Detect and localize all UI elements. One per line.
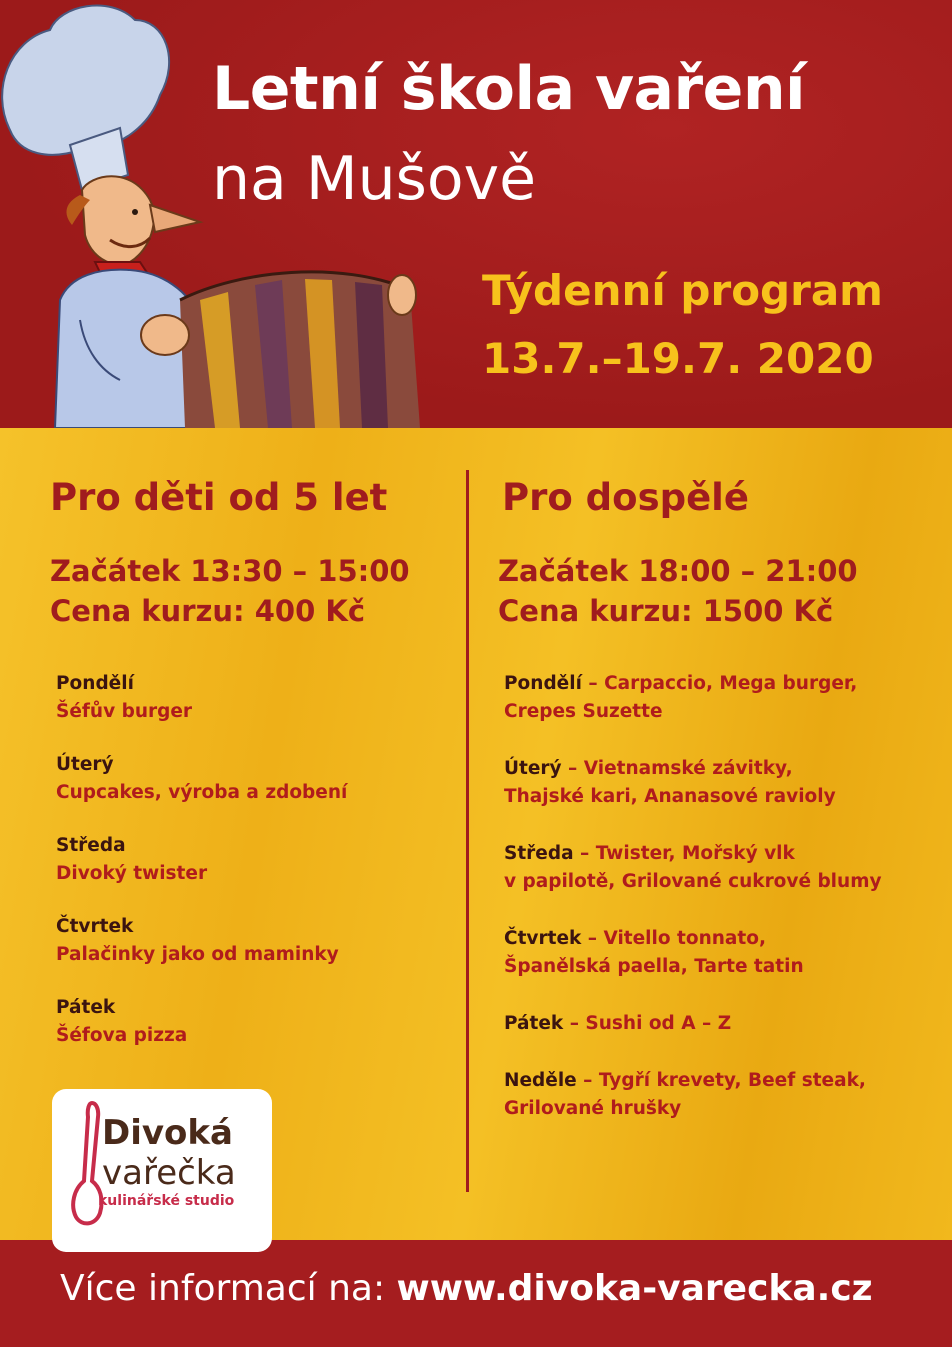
day-name: Úterý (56, 754, 114, 775)
day-name: Pátek (504, 1013, 564, 1034)
day-meal-cont: Španělská paella, Tarte tatin (504, 956, 804, 977)
kids-day-monday (56, 670, 192, 726)
day-separator: – (581, 673, 605, 694)
footer-url[interactable]: www.divoka-varecka.cz (396, 1268, 873, 1309)
day-name: Středa (56, 835, 126, 856)
day-separator: – (581, 928, 604, 949)
day-separator: – (573, 843, 596, 864)
day-name: Pondělí (504, 673, 582, 694)
adults-day-wednesday (504, 840, 882, 896)
day-meal: Cupcakes, výroba a zdobení (56, 782, 348, 803)
day-name: Neděle (504, 1070, 577, 1091)
day-meal: Vietnamské závitky, (583, 758, 793, 779)
kids-day-thursday (56, 913, 339, 969)
day-name: Středa (504, 843, 574, 864)
day-meal-cont: Grilované hrušky (504, 1098, 682, 1119)
program-subtitle: Týdenní program (482, 266, 883, 315)
column-divider (466, 470, 469, 1192)
adults-time: Začátek 18:00 – 21:00 (498, 554, 858, 588)
logo-line2: vařečka (102, 1153, 236, 1193)
adults-day-thursday (504, 925, 804, 981)
program-dates: 13.7.–19.7. 2020 (482, 334, 874, 383)
day-name: Úterý (504, 758, 562, 779)
adults-day-sunday (504, 1067, 866, 1123)
day-meal-cont: Crepes Suzette (504, 701, 663, 722)
day-meal: Tygří krevety, Beef steak, (598, 1070, 866, 1091)
title-line1: Letní škola vaření (212, 54, 806, 124)
day-name: Čtvrtek (504, 928, 582, 949)
day-separator: – (563, 1013, 586, 1034)
footer-info (60, 1268, 873, 1309)
kids-day-friday (56, 994, 187, 1050)
title-line2: na Mušově (212, 144, 537, 214)
day-meal-cont: v papilotě, Grilované cukrové blumy (504, 871, 882, 892)
kids-day-tuesday (56, 751, 347, 807)
day-meal: Vitello tonnato, (603, 928, 766, 949)
day-separator: – (576, 1070, 599, 1091)
day-name: Pondělí (56, 673, 134, 694)
day-meal: Šéfův burger (56, 701, 193, 722)
day-meal: Carpaccio, Mega burger, (604, 673, 858, 694)
divoka-varecka-logo (52, 1089, 272, 1252)
day-meal: Šéfova pizza (56, 1025, 188, 1046)
kids-price: Cena kurzu: 400 Kč (50, 594, 366, 628)
logo-line1: Divoká (102, 1113, 233, 1153)
footer-label: Více informací na: (60, 1268, 397, 1309)
kids-time: Začátek 13:30 – 15:00 (50, 554, 410, 588)
day-separator: – (561, 758, 584, 779)
day-meal: Sushi od A – Z (585, 1013, 732, 1034)
day-name: Pátek (56, 997, 116, 1018)
adults-day-monday (504, 670, 857, 726)
day-name: Čtvrtek (56, 916, 134, 937)
adults-price: Cena kurzu: 1500 Kč (498, 594, 834, 628)
day-meal: Twister, Mořský vlk (595, 843, 795, 864)
logo-line3: kulinářské studio (98, 1193, 235, 1209)
day-meal: Palačinky jako od maminky (56, 944, 339, 965)
kids-heading: Pro děti od 5 let (50, 476, 388, 519)
adults-heading: Pro dospělé (502, 476, 749, 519)
adults-day-friday (504, 1010, 731, 1038)
kids-day-wednesday (56, 832, 207, 888)
day-meal: Divoký twister (56, 863, 208, 884)
adults-day-tuesday (504, 755, 836, 811)
day-meal-cont: Thajské kari, Ananasové ravioly (504, 786, 836, 807)
